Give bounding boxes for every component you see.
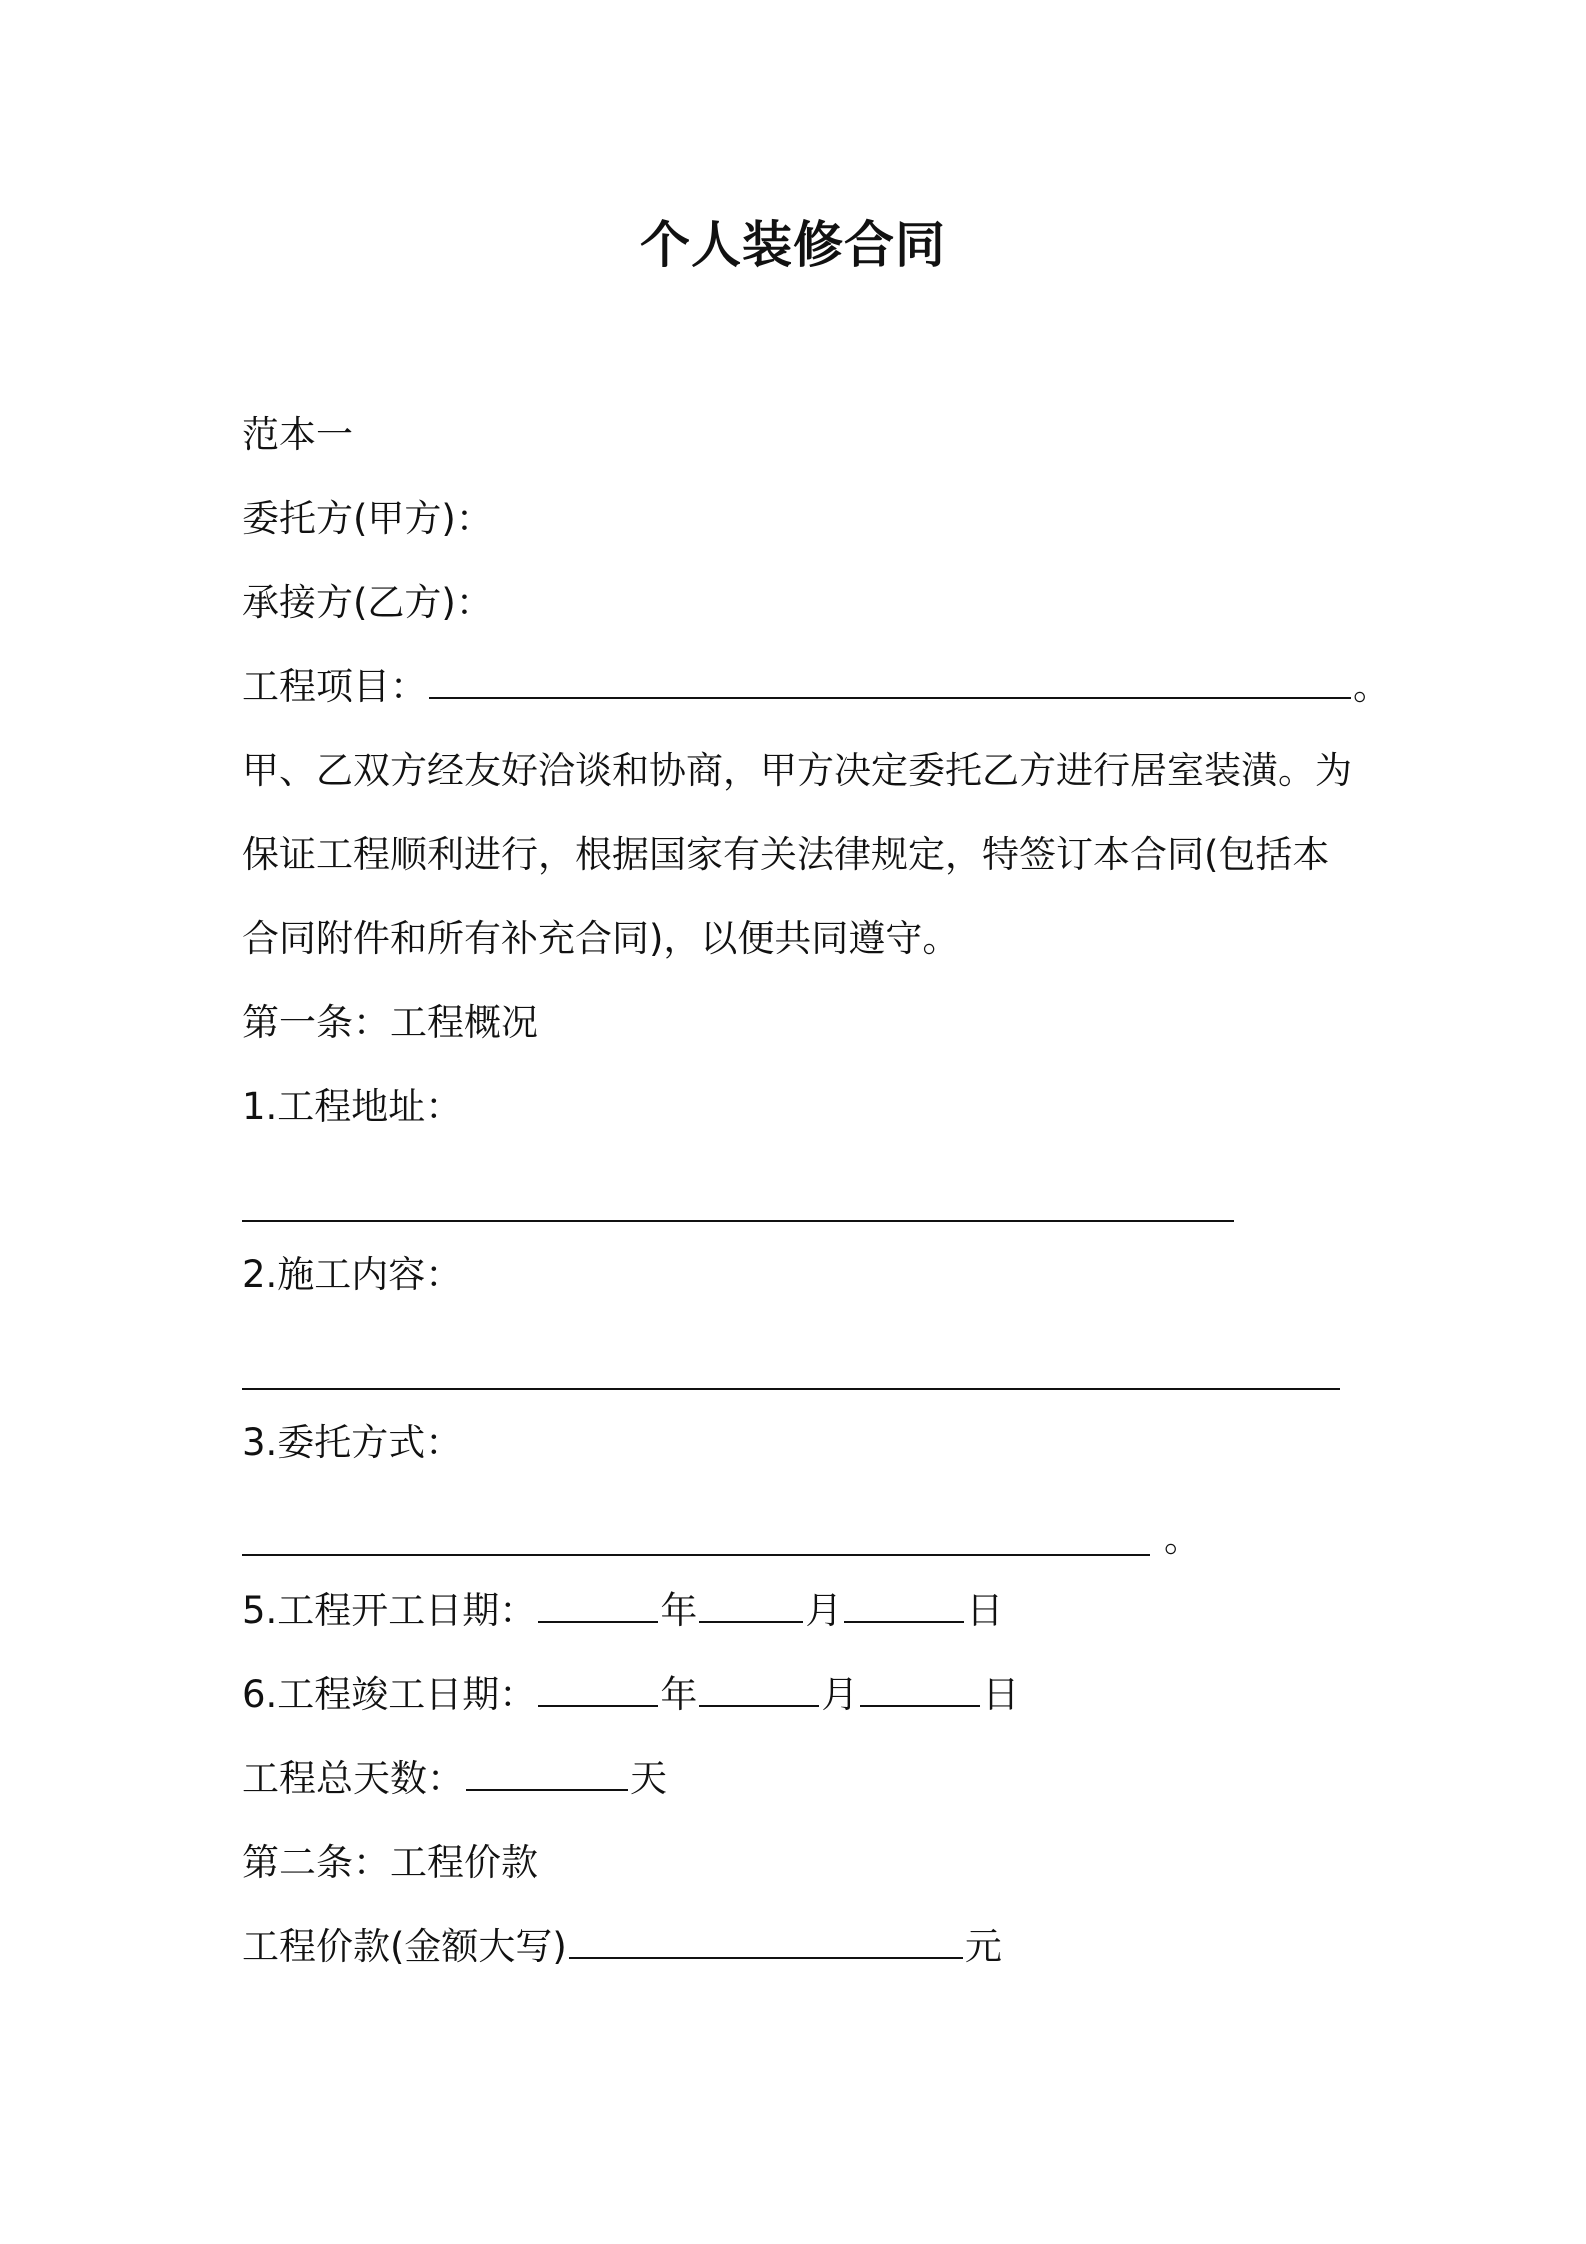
total-days-line <box>242 1754 667 1804</box>
item1-label: 1.工程地址： <box>242 1085 463 1128</box>
client-label: 委托方(甲方)： <box>242 497 493 540</box>
project-label: 工程项目： <box>242 665 427 708</box>
start-year-blank[interactable] <box>538 1587 658 1623</box>
start-month-blank[interactable] <box>699 1587 803 1623</box>
end-day-label: 日 <box>982 1673 1020 1716</box>
intro-line-2: 保证工程顺利进行，根据国家有关法律规定，特签订本合同(包括本 <box>242 833 1330 876</box>
item5-label: 5.工程开工日期： <box>242 1589 537 1632</box>
intro-line-1: 甲、乙双方经友好洽谈和协商，甲方决定委托乙方进行居室装潢。为 <box>242 749 1352 792</box>
item3-label: 3.委托方式： <box>242 1421 463 1464</box>
item2-label: 2.施工内容： <box>242 1253 463 1296</box>
end-year-label: 年 <box>660 1673 698 1716</box>
end-month-label: 月 <box>821 1673 859 1716</box>
start-month-label: 月 <box>805 1589 843 1632</box>
construction-content-blank[interactable] <box>242 1386 1340 1390</box>
start-year-label: 年 <box>660 1589 698 1632</box>
price-label: 工程价款(金额大写) <box>242 1925 567 1968</box>
project-blank[interactable] <box>429 663 1351 699</box>
end-day-blank[interactable] <box>860 1671 980 1707</box>
project-line <box>242 662 1390 712</box>
article2-heading: 第二条：工程价款 <box>242 1841 538 1884</box>
template-label: 范本一 <box>242 413 353 456</box>
start-day-blank[interactable] <box>844 1587 964 1623</box>
total-days-blank[interactable] <box>466 1755 628 1791</box>
end-date-line <box>242 1670 1019 1720</box>
contractor-label: 承接方(乙方)： <box>242 581 493 624</box>
commission-method-blank[interactable] <box>242 1552 1150 1556</box>
price-blank[interactable] <box>569 1923 963 1959</box>
address-blank[interactable] <box>242 1218 1234 1222</box>
end-month-blank[interactable] <box>699 1671 819 1707</box>
document-title: 个人装修合同 <box>640 216 946 274</box>
article1-heading: 第一条：工程概况 <box>242 1001 538 1044</box>
item6-label: 6.工程竣工日期： <box>242 1673 537 1716</box>
project-end: 。 <box>1353 665 1390 708</box>
end-year-blank[interactable] <box>538 1671 658 1707</box>
start-day-label: 日 <box>966 1589 1004 1632</box>
total-days-label: 工程总天数： <box>242 1757 464 1800</box>
intro-line-3: 合同附件和所有补充合同)，以便共同遵守。 <box>242 917 960 960</box>
item3-end: 。 <box>1164 1517 1201 1560</box>
start-date-line <box>242 1586 1003 1636</box>
price-unit: 元 <box>964 1925 1002 1968</box>
price-line <box>242 1922 1002 1972</box>
days-unit: 天 <box>630 1757 667 1800</box>
